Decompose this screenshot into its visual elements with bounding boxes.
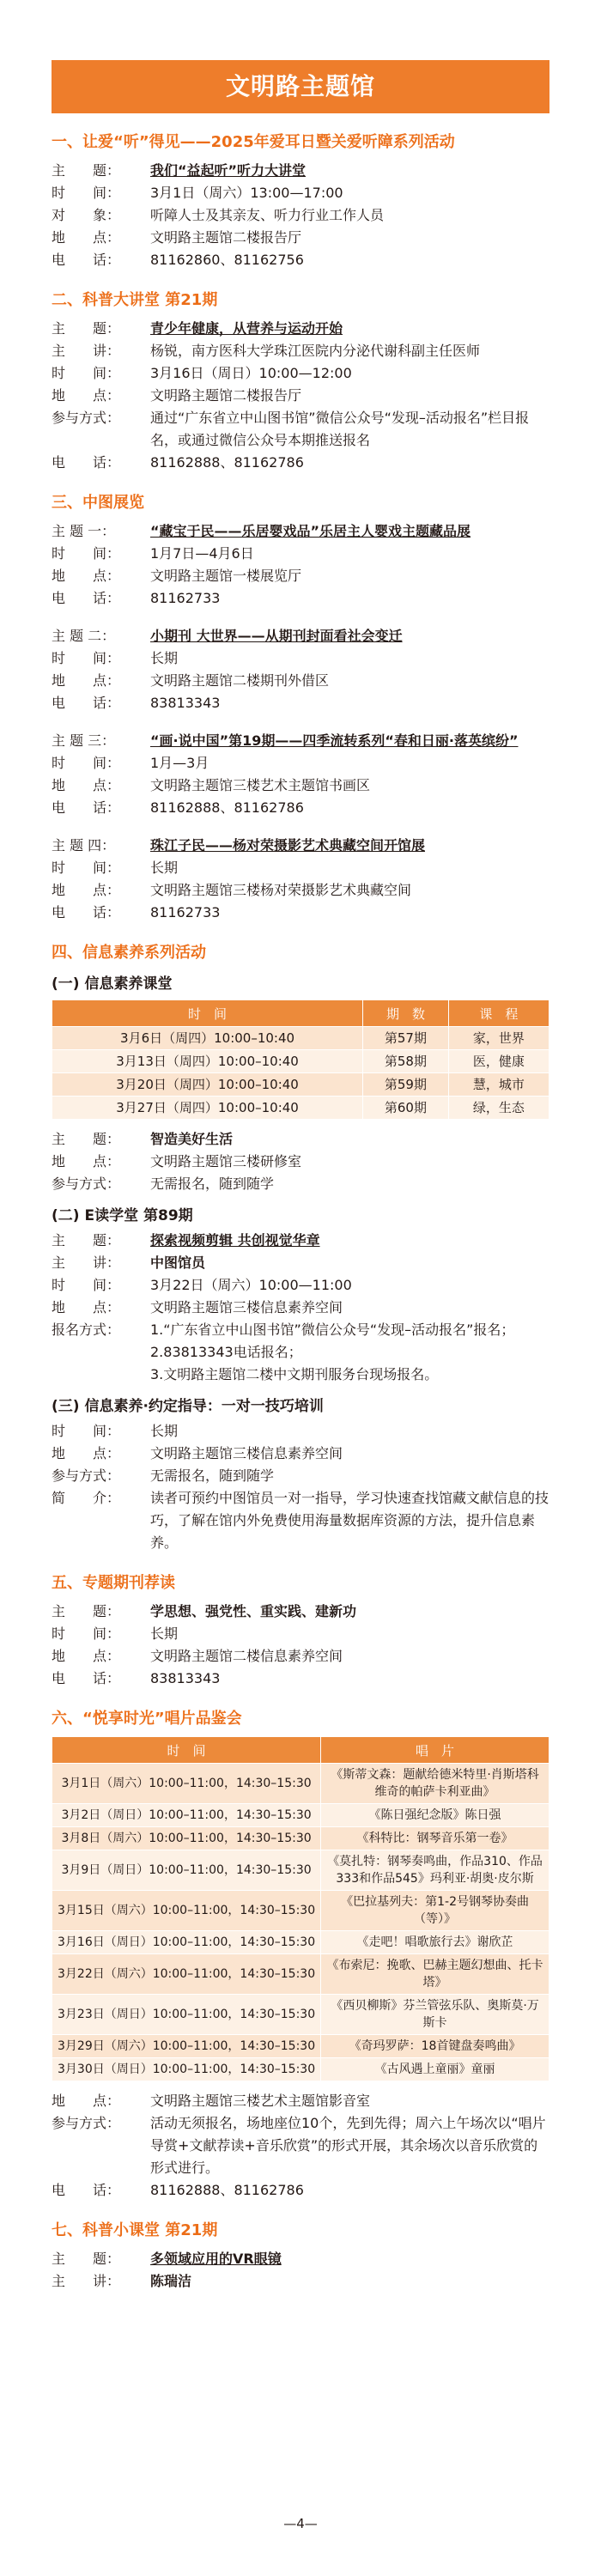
detail-value: 长期 (150, 650, 179, 666)
column-header: 课 程 (448, 1000, 549, 1027)
detail-label: 时 间： (52, 1277, 121, 1293)
detail-row-time (52, 182, 549, 204)
detail-row-phone (52, 902, 549, 924)
detail-value: 81162888、81162786 (150, 799, 304, 816)
detail-label: 电 话： (52, 695, 121, 711)
detail-label: 电 话： (52, 2182, 121, 2198)
detail-row-signup (52, 1341, 549, 1364)
table-cell: 3月2日（周日）10:00–11:00，14:30–15:30 (52, 1804, 321, 1827)
detail-label: 主 题 一： (52, 523, 116, 539)
detail-value: 81162888、81162786 (150, 454, 304, 471)
detail-label: 电 话： (52, 454, 121, 471)
detail-label: 时 间： (52, 650, 121, 666)
detail-label: 时 间： (52, 860, 121, 876)
table-row (52, 1827, 549, 1850)
table-cell: 《布索尼：挽歌、巴赫主题幻想曲、托卡塔》 (321, 1954, 549, 1995)
detail-value: 青少年健康，从营养与运动开始 (150, 320, 343, 337)
detail-row-location (52, 2090, 549, 2112)
table-row (52, 1850, 549, 1891)
detail-row-speaker (52, 2270, 549, 2293)
subsection-title-b: (二) E读学堂 第89期 (52, 1207, 193, 1224)
detail-value: 长期 (150, 1423, 179, 1439)
detail-value: 2.83813343电话报名； (150, 1344, 302, 1360)
exhibition-4 (52, 835, 549, 924)
detail-value: 文明路主题馆三楼信息素养空间 (150, 1299, 343, 1315)
detail-row-topic (52, 520, 549, 543)
table-row (52, 1804, 549, 1827)
detail-value: 无需报名，随到随学 (150, 1176, 275, 1192)
detail-label: 主 讲： (52, 343, 121, 359)
detail-row-time (52, 1274, 549, 1297)
detail-value: 读者可预约中图馆员一对一指导，学习快速查找馆藏文献信息的技巧，了解在馆内外免费使用海量数据库资源的方法，提升信息素养。 (150, 1490, 549, 1551)
table-cell: 3月22日（周六）10:00–11:00，14:30–15:30 (52, 1954, 321, 1995)
detail-row-topic (52, 2248, 549, 2270)
table-cell: 3月13日（周四）10:00–10:40 (52, 1050, 363, 1073)
section-heading-6: 六、“悦享时光”唱片品鉴会 (52, 1710, 242, 1728)
detail-row-time (52, 752, 549, 775)
detail-row-location (52, 879, 549, 902)
column-header: 期 数 (363, 1000, 449, 1027)
subsection-title-c: (三) 信息素养·约定指导：一对一技巧培训 (52, 1398, 324, 1415)
table-cell: 3月9日（周日）10:00–11:00，14:30–15:30 (52, 1850, 321, 1891)
detail-label: 地 点： (52, 387, 121, 404)
detail-label: 主 题 二： (52, 628, 116, 644)
section-heading-2: 二、科普大讲堂 第21期 (52, 291, 218, 309)
detail-label: 参与方式： (52, 1467, 121, 1484)
table-cell: 绿，生态 (448, 1097, 549, 1120)
table-header-row (52, 1737, 549, 1764)
detail-row-time (52, 543, 549, 565)
table-cell: 3月27日（周四）10:00–10:40 (52, 1097, 363, 1120)
section-heading-3: 三、中图展览 (52, 494, 144, 512)
detail-row-phone (52, 249, 549, 271)
detail-label: 地 点： (52, 1299, 121, 1315)
detail-row-location (52, 1443, 549, 1465)
detail-row-method (52, 407, 549, 452)
detail-label: 地 点： (52, 1648, 121, 1664)
detail-label: 主 题： (52, 162, 121, 179)
section-5-details (52, 1601, 549, 1690)
table-cell: 《斯蒂文森：题献给德米特里·肖斯塔科维奇的帕萨卡利亚曲》 (321, 1764, 549, 1804)
section-1-details (52, 160, 549, 271)
table-header-row (52, 1000, 549, 1027)
detail-value: 文明路主题馆三楼艺术主题馆书画区 (150, 777, 371, 793)
exhibition-1 (52, 520, 549, 610)
detail-value: 3月22日（周六）10:00—11:00 (150, 1277, 352, 1293)
table-cell: 第57期 (363, 1027, 449, 1050)
detail-label: 报名方式： (52, 1321, 121, 1338)
detail-value: 1月7日—4月6日 (150, 545, 254, 562)
detail-value: 探索视频剪辑 共创视觉华章 (150, 1232, 320, 1249)
detail-value: 智造美好生活 (150, 1131, 234, 1147)
detail-label: 地 点： (52, 568, 121, 584)
detail-value: 学思想、强党性、重实践、建新功 (150, 1603, 357, 1619)
detail-label: 地 点： (52, 1153, 121, 1170)
subsection-c-details (52, 1420, 549, 1554)
detail-value: 听障人士及其亲友、听力行业工作人员 (150, 207, 385, 223)
schedule-table (52, 999, 549, 1120)
detail-value: 3.文明路主题馆二楼中文期刊服务台现场报名。 (150, 1366, 439, 1382)
detail-label: 时 间： (52, 365, 121, 381)
detail-value: 长期 (150, 1625, 179, 1642)
detail-value: 81162733 (150, 590, 221, 606)
detail-label: 主 题： (52, 1131, 121, 1147)
table-row (52, 1891, 549, 1931)
detail-label (52, 1341, 150, 1364)
table-cell: 3月6日（周四）10:00–10:40 (52, 1027, 363, 1050)
detail-value: 3月16日（周日）10:00—12:00 (150, 365, 352, 381)
table-cell: 第60期 (363, 1097, 449, 1120)
subsection-a-details (52, 1128, 549, 1195)
detail-label: 电 话： (52, 904, 121, 920)
detail-label: 地 点： (52, 229, 121, 246)
detail-row-time (52, 362, 549, 385)
detail-value: 文明路主题馆三楼艺术主题馆影音室 (150, 2093, 371, 2109)
detail-row-speaker (52, 1252, 549, 1274)
table-cell: 《科特比：钢琴音乐第一卷》 (321, 1827, 549, 1850)
detail-value: 陈瑞洁 (150, 2273, 192, 2289)
table-row (52, 1931, 549, 1954)
table-cell: 《古风遇上童丽》童丽 (321, 2058, 549, 2081)
table-cell: 3月1日（周六）10:00–11:00，14:30–15:30 (52, 1764, 321, 1804)
table-cell: 家，世界 (448, 1027, 549, 1050)
column-header: 时 间 (52, 1737, 321, 1764)
detail-label: 电 话： (52, 799, 121, 816)
detail-row-topic (52, 318, 549, 340)
detail-label: 地 点： (52, 672, 121, 689)
table-cell: 3月29日（周六）10:00–11:00，14:30–15:30 (52, 2035, 321, 2058)
detail-value: 文明路主题馆二楼报告厅 (150, 229, 302, 246)
section-heading-1: 一、让爱“听”得见——2025年爱耳日暨关爱听障系列活动 (52, 133, 455, 151)
detail-value: 无需报名，随到随学 (150, 1467, 275, 1484)
section-2-details (52, 318, 549, 474)
detail-row-location (52, 670, 549, 692)
table-cell: 第58期 (363, 1050, 449, 1073)
subsection-title-a: (一) 信息素养课堂 (52, 975, 173, 993)
detail-value: 小期刊 大世界——从期刊封面看社会变迁 (150, 628, 403, 644)
spacer (52, 819, 549, 835)
detail-row-location (52, 775, 549, 797)
detail-label: 对 象： (52, 207, 121, 223)
detail-row-topic (52, 730, 549, 752)
detail-value: 3月1日（周六）13:00—17:00 (150, 185, 343, 201)
detail-label: 地 点： (52, 2093, 121, 2109)
detail-value: 1.“广东省立中山图书馆”微信公众号“发现–活动报名”报名； (150, 1321, 515, 1338)
detail-value: 中图馆员 (150, 1255, 206, 1271)
table-row (52, 2035, 549, 2058)
detail-label: 时 间： (52, 185, 121, 201)
section-7-details (52, 2248, 549, 2293)
detail-label: 电 话： (52, 1670, 121, 1686)
detail-row-location (52, 385, 549, 407)
detail-row-topic (52, 625, 549, 647)
detail-value: 我们“益起听”听力大讲堂 (150, 162, 307, 179)
detail-row-phone (52, 452, 549, 474)
detail-row-topic (52, 1128, 549, 1151)
detail-row-time (52, 1420, 549, 1443)
subsection-b-details (52, 1230, 549, 1386)
detail-row-method (52, 1173, 549, 1195)
detail-label: 主 题： (52, 320, 121, 337)
detail-row-topic (52, 160, 549, 182)
detail-row-speaker (52, 340, 549, 362)
detail-value: 长期 (150, 860, 179, 876)
table-cell: 3月16日（周日）10:00–11:00，14:30–15:30 (52, 1931, 321, 1954)
detail-value: 通过“广东省立中山图书馆”微信公众号“发现–活动报名”栏目报名，或通过微信公众号本期推送报名 (150, 410, 530, 448)
page-number: —4— (283, 2516, 318, 2531)
detail-value: 活动无须报名，场地座位10个，先到先得；周六上午场次以“唱片导赏+文献荐读+音乐欣赏”的形式开展，其余场次以音乐欣赏的形式进行。 (150, 2115, 546, 2176)
detail-value: “画·说中国”第19期——四季流转系列“春和日丽·落英缤纷” (150, 732, 519, 749)
detail-value: 83813343 (150, 1670, 221, 1686)
detail-label: 地 点： (52, 777, 121, 793)
detail-row-phone (52, 1668, 549, 1690)
table-row (52, 1050, 549, 1073)
detail-row-topic (52, 1601, 549, 1623)
detail-label: 电 话： (52, 590, 121, 606)
detail-row-method (52, 2112, 549, 2179)
detail-label: 主 题： (52, 2251, 121, 2267)
detail-value: 81162733 (150, 904, 221, 920)
detail-row-location (52, 1151, 549, 1173)
detail-row-phone (52, 2179, 549, 2202)
detail-row-signup (52, 1364, 549, 1386)
table-cell: 《西贝柳斯》芬兰管弦乐队、奥斯莫·万斯卡 (321, 1995, 549, 2035)
detail-label: 时 间： (52, 1625, 121, 1642)
detail-value: 81162888、81162786 (150, 2182, 304, 2198)
detail-value: “藏宝于民——乐居婴戏品”乐居主人婴戏主题藏品展 (150, 523, 471, 539)
page-title-banner: 文明路主题馆 (52, 60, 549, 113)
column-header: 时 间 (52, 1000, 363, 1027)
section-heading-5: 五、专题期刊荐读 (52, 1574, 175, 1592)
detail-value: 文明路主题馆三楼研修室 (150, 1153, 302, 1170)
spacer (52, 610, 549, 625)
table-cell: 医，健康 (448, 1050, 549, 1073)
detail-value: 1月—3月 (150, 755, 209, 771)
detail-label: 参与方式： (52, 410, 121, 426)
detail-label: 主 讲： (52, 2273, 121, 2289)
table-cell: 3月20日（周四）10:00–10:40 (52, 1073, 363, 1097)
section-6-details (52, 2090, 549, 2202)
detail-value: 文明路主题馆二楼信息素养空间 (150, 1648, 343, 1664)
table-cell: 《巴拉基列夫：第1-2号钢琴协奏曲（等）》 (321, 1891, 549, 1931)
detail-label: 简 介： (52, 1490, 121, 1506)
detail-label: 地 点： (52, 1445, 121, 1461)
detail-label: 主 题： (52, 1232, 121, 1249)
detail-label: 主 题 三： (52, 732, 116, 749)
detail-row-topic (52, 835, 549, 857)
detail-row-phone (52, 692, 549, 714)
detail-row-location (52, 565, 549, 587)
detail-value: 文明路主题馆一楼展览厅 (150, 568, 302, 584)
detail-label: 地 点： (52, 882, 121, 898)
table-row (52, 1995, 549, 2035)
detail-value: 多领域应用的VR眼镜 (150, 2251, 282, 2267)
table-row (52, 1027, 549, 1050)
section-heading-4: 四、信息素养系列活动 (52, 944, 206, 962)
detail-row-phone (52, 797, 549, 819)
table-cell: 《莫扎特：钢琴奏鸣曲，作品310、作品333和作品545》玛利亚·胡奥·皮尔斯 (321, 1850, 549, 1891)
detail-row-location (52, 1645, 549, 1668)
section-heading-7: 七、科普小课堂 第21期 (52, 2221, 218, 2239)
table-row (52, 1073, 549, 1097)
detail-row-intro (52, 1487, 549, 1554)
detail-value: 珠江子民——杨对荣摄影艺术典藏空间开馆展 (150, 837, 426, 854)
table-row (52, 1954, 549, 1995)
spacer (52, 714, 549, 730)
detail-label: 参与方式： (52, 1176, 121, 1192)
table-cell: 3月30日（周日）10:00–11:00，14:30–15:30 (52, 2058, 321, 2081)
detail-row-audience (52, 204, 549, 227)
detail-label: 电 话： (52, 252, 121, 268)
table-cell: 《陈日强纪念版》陈日强 (321, 1804, 549, 1827)
table-row (52, 1097, 549, 1120)
table-row (52, 1764, 549, 1804)
detail-value: 文明路主题馆二楼报告厅 (150, 387, 302, 404)
detail-label: 时 间： (52, 1423, 121, 1439)
table-cell: 3月15日（周六）10:00–11:00，14:30–15:30 (52, 1891, 321, 1931)
table-row (52, 2058, 549, 2081)
detail-row-time (52, 857, 549, 879)
detail-value: 文明路主题馆三楼信息素养空间 (150, 1445, 343, 1461)
table-cell: 3月8日（周六）10:00–11:00，14:30–15:30 (52, 1827, 321, 1850)
detail-label: 参与方式： (52, 2115, 121, 2131)
detail-value: 文明路主题馆二楼期刊外借区 (150, 672, 330, 689)
table-cell: 第59期 (363, 1073, 449, 1097)
detail-value: 81162860、81162756 (150, 252, 304, 268)
detail-label: 时 间： (52, 545, 121, 562)
exhibition-3 (52, 730, 549, 819)
record-schedule-table (52, 1736, 549, 2081)
detail-row-method (52, 1465, 549, 1487)
table-cell: 《走吧！唱歌旅行去》谢欣芷 (321, 1931, 549, 1954)
detail-label: 主 题： (52, 1603, 121, 1619)
detail-value: 83813343 (150, 695, 221, 711)
detail-row-time (52, 1623, 549, 1645)
detail-row-location (52, 1297, 549, 1319)
table-cell: 慧，城市 (448, 1073, 549, 1097)
table-cell: 3月23日（周日）10:00–11:00，14:30–15:30 (52, 1995, 321, 2035)
detail-value: 文明路主题馆三楼杨对荣摄影艺术典藏空间 (150, 882, 412, 898)
detail-row-location (52, 227, 549, 249)
detail-row-phone (52, 587, 549, 610)
detail-label (52, 1364, 150, 1386)
detail-label: 主 题 四： (52, 837, 116, 854)
column-header: 唱 片 (321, 1737, 549, 1764)
exhibition-2 (52, 625, 549, 714)
detail-row-signup (52, 1319, 549, 1341)
detail-row-topic (52, 1230, 549, 1252)
detail-value: 杨锐，南方医科大学珠江医院内分泌代谢科副主任医师 (150, 343, 481, 359)
detail-label: 主 讲： (52, 1255, 121, 1271)
detail-label: 时 间： (52, 755, 121, 771)
table-cell: 《奇玛罗萨：18首键盘奏鸣曲》 (321, 2035, 549, 2058)
detail-row-time (52, 647, 549, 670)
